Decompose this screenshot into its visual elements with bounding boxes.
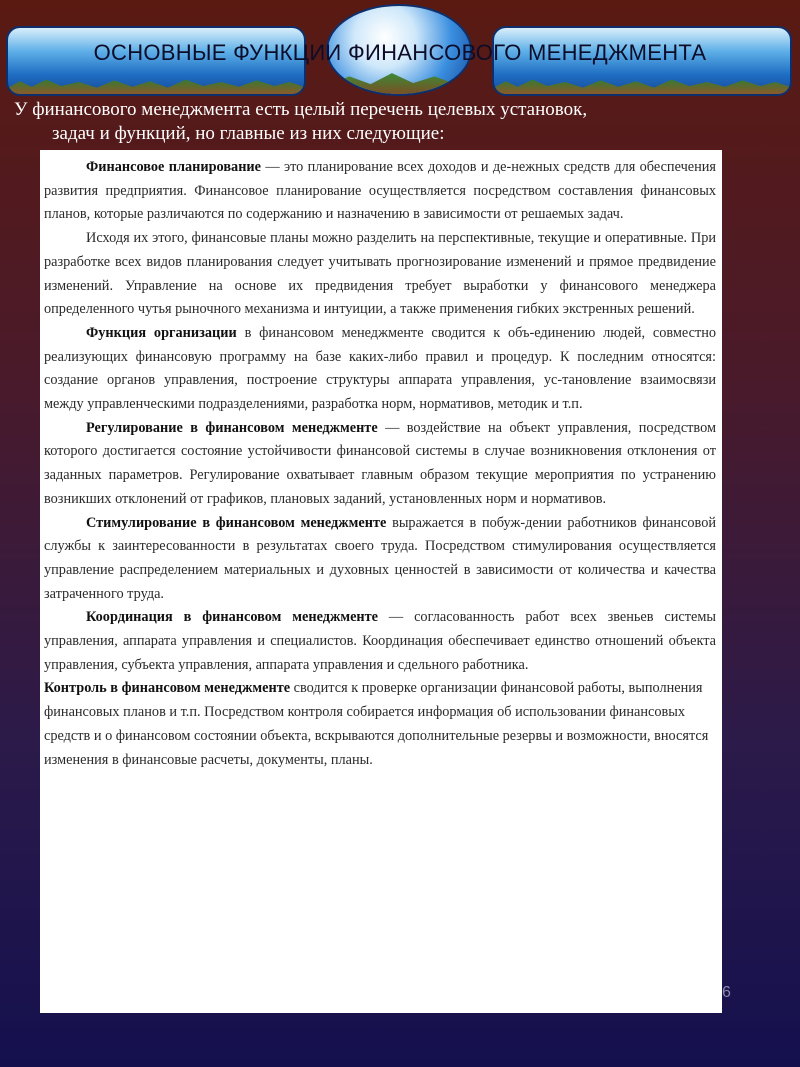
paragraph-control — [44, 677, 716, 772]
paragraph-coordination — [44, 606, 716, 677]
paragraph-financial-planning — [44, 156, 716, 227]
intro-line-2: задач и функций, но главные из них следующие: — [52, 123, 445, 144]
intro-line-1: У финансового менеджмента есть целый перечень целевых установок, — [14, 99, 588, 120]
paragraph-stimulation — [44, 512, 716, 607]
paragraph-text: выражается в побуж-дении работников финансовой службы к заинтересованности в результатах своего труда. Посредством стимулирования осуществляется управление распределением материальных и духовных ценностей в зависимости от количества и качества затраченного труда. — [44, 514, 716, 602]
term-financial-planning: Финансовое планирование — [86, 159, 262, 175]
paragraph-text: Исходя их этого, финансовые планы можно разделить на перспективные, текущие и оперативные. При разработке всех видов планирования следует учитывать прогнозирование изменений и прямое предвидение изменений. Управление на основе их предвидения требует выработки у финансового менеджера определенного чутья рыночного механизма и интуиции, а также применения гибких экстренных решений. — [44, 230, 716, 318]
page-number: 6 — [722, 984, 731, 1001]
paragraph-text: — согласованность работ всех звеньев системы управления, аппарата управления и специалистов. Координация обеспечивает единство отношений объекта управления, субъекта управления, аппарата управления и сдельного работника. — [44, 609, 716, 673]
term-coordination: Координация в финансовом менеджменте — [86, 609, 379, 626]
term-regulation: Регулирование в финансовом менеджменте — [86, 419, 378, 436]
paragraph-plan-types — [44, 227, 716, 322]
paragraph-text: — воздействие на объект управления, посредством которого достигается состояние устойчивости финансовой системы в случае возникновения отклонения от заданных параметров. Регулирование охватывает главным образом текущие мероприятия по устранению возникших отклонений от графиков, плановых заданий, установленных норм и нормативов. — [44, 419, 716, 507]
term-stimulation: Стимулирование в финансовом менеджменте — [86, 514, 387, 531]
paragraph-text: в финансовом менеджменте сводится к объ-единению людей, совместно реализующих финансовую программу на базе каких-либо правил и процедур. К последним относятся: создание органов управления, построение структуры аппарата управления, ус-тановление взаимосвязи между управленческими подразделениями, разработка норм, нормативов, методик и т.п. — [44, 324, 717, 413]
intro-text — [14, 98, 786, 146]
paragraph-text: сводится к проверке организации финансовой работы, выполнения финансовых планов и т.п. Посредством контроля собирается информация об использовании финансовых средств и о финансовом состоянии объекта, вскрываются дополнительные резервы и возможности, вносятся изменения в финансовые расчеты, документы, планы. — [44, 680, 709, 768]
title-banner — [6, 18, 794, 98]
scanned-text-image — [40, 150, 722, 1013]
paragraph-organization — [44, 322, 716, 417]
paragraph-text: — это планирование всех доходов и де-нежных средств для обеспечения развития предприятия. Финансовое планирование осуществляется посредством составления финансовых планов, которые различаются по содержанию и назначению в зависимости от решаемых задач. — [44, 159, 716, 223]
term-organization: Функция организации — [86, 324, 237, 341]
slide-title: ОСНОВНЫЕ ФУНКЦИИ ФИНАНСОВОГО МЕНЕДЖМЕНТА — [93, 40, 707, 65]
paragraph-regulation — [44, 417, 716, 512]
term-control: Контроль в финансовом менеджменте — [44, 680, 291, 697]
